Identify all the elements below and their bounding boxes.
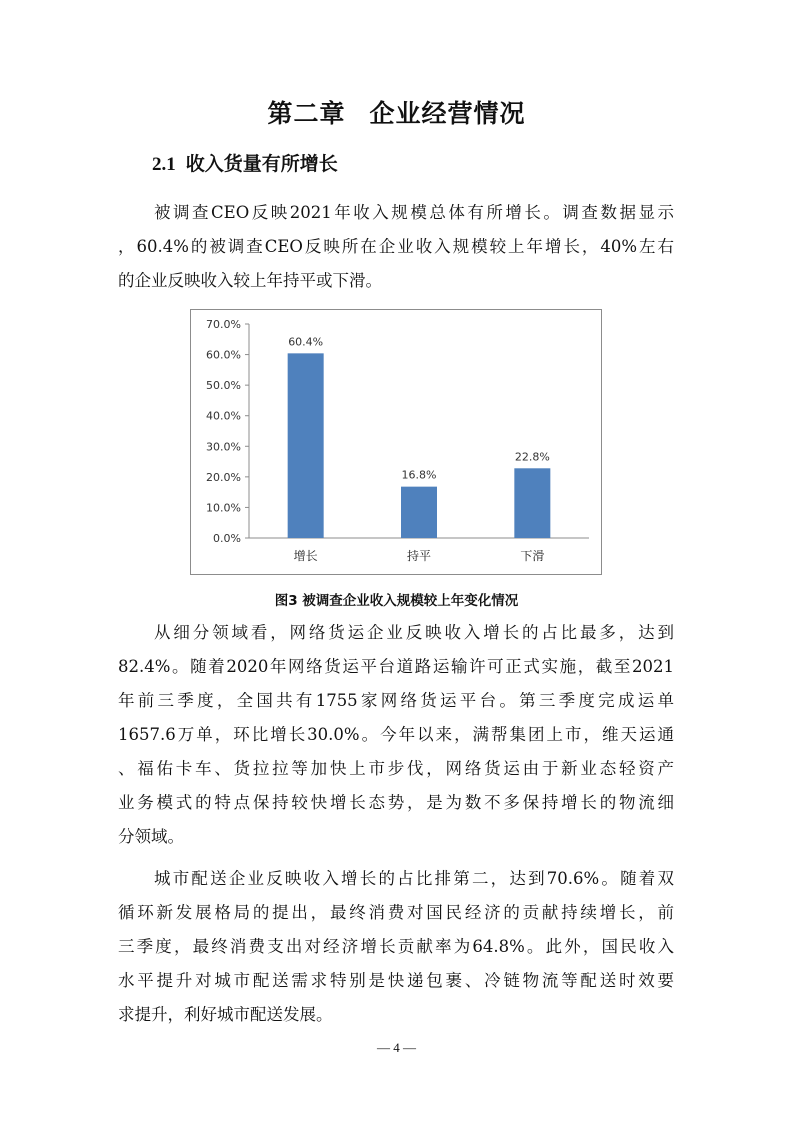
chapter-title xyxy=(0,94,793,130)
data-label: 60.4% xyxy=(288,335,324,349)
paragraph-3 xyxy=(118,862,674,1032)
y-tick-label: 20.0% xyxy=(206,470,241,484)
y-tick-label: 0.0% xyxy=(213,532,241,545)
bar-1 xyxy=(288,353,324,538)
section-title: 收入货量有所增长 xyxy=(185,153,338,175)
data-label: 22.8% xyxy=(514,450,550,464)
paragraph-line: 被调查CEO反映2021年收入规模总体有所增长。调查数据显示 xyxy=(154,203,674,222)
bar-2 xyxy=(401,487,437,538)
figure-caption: 图3 被调查企业收入规模较上年变化情况 xyxy=(274,593,519,609)
page-number: — 4 — xyxy=(377,1040,416,1055)
paragraph-line: 水平提升对城市配送需求特别是快递包裹、冷链物流等配送时效要 xyxy=(118,971,674,990)
y-tick-label: 30.0% xyxy=(206,440,241,454)
y-tick-label: 60.0% xyxy=(206,348,241,362)
paragraph-line: 求提升，利好城市配送发展。 xyxy=(118,1005,333,1024)
y-tick-label: 10.0% xyxy=(206,501,241,515)
y-tick-label: 50.0% xyxy=(206,379,241,393)
x-tick-label: 增长 xyxy=(293,549,318,563)
x-tick-label: 持平 xyxy=(406,549,432,563)
data-label: 16.8% xyxy=(401,468,437,482)
paragraph-line: 循环新发展格局的提出，最终消费对国民经济的贡献持续增长，前 xyxy=(118,903,674,922)
bar-chart xyxy=(191,310,601,574)
y-tick-label: 70.0% xyxy=(206,318,241,331)
section-number: 2.1 xyxy=(152,154,176,175)
paragraph-line: 年前三季度，全国共有1755家网络货运平台。第三季度完成运单 xyxy=(118,691,674,710)
chapter-number: 第二章 xyxy=(267,99,346,128)
paragraph-line: 业务模式的特点保持较快增长态势，是为数不多保持增长的物流细 xyxy=(118,793,674,812)
paragraph-line: 城市配送企业反映收入增长的占比排第二，达到70.6%。随着双 xyxy=(154,869,674,888)
paragraph-2 xyxy=(118,616,674,854)
chapter-name: 企业经营情况 xyxy=(369,99,526,128)
paragraph-line: ，60.4%的被调查CEO反映所在企业收入规模较上年增长，40%左右 xyxy=(118,237,674,256)
y-tick-label: 40.0% xyxy=(206,409,241,423)
bar-3 xyxy=(514,468,550,538)
paragraph-line: 三季度，最终消费支出对经济增长贡献率为64.8%。此外，国民收入 xyxy=(118,937,674,956)
paragraph-line: 1657.6万单，环比增长30.0%。今年以来，满帮集团上市，维天运通 xyxy=(118,725,674,744)
section-heading xyxy=(152,149,338,176)
paragraph-1 xyxy=(118,196,674,298)
bar-chart-frame xyxy=(190,309,602,575)
paragraph-line: 的企业反映收入较上年持平或下滑。 xyxy=(118,271,382,290)
paragraph-line: 从细分领域看，网络货运企业反映收入增长的占比最多，达到 xyxy=(154,623,674,642)
x-tick-label: 下滑 xyxy=(520,549,545,563)
paragraph-line: 分领域。 xyxy=(118,827,184,846)
paragraph-line: 、福佑卡车、货拉拉等加快上市步伐，网络货运由于新业态轻资产 xyxy=(118,759,674,778)
paragraph-line: 82.4%。随着2020年网络货运平台道路运输许可正式实施，截至2021 xyxy=(118,657,674,676)
